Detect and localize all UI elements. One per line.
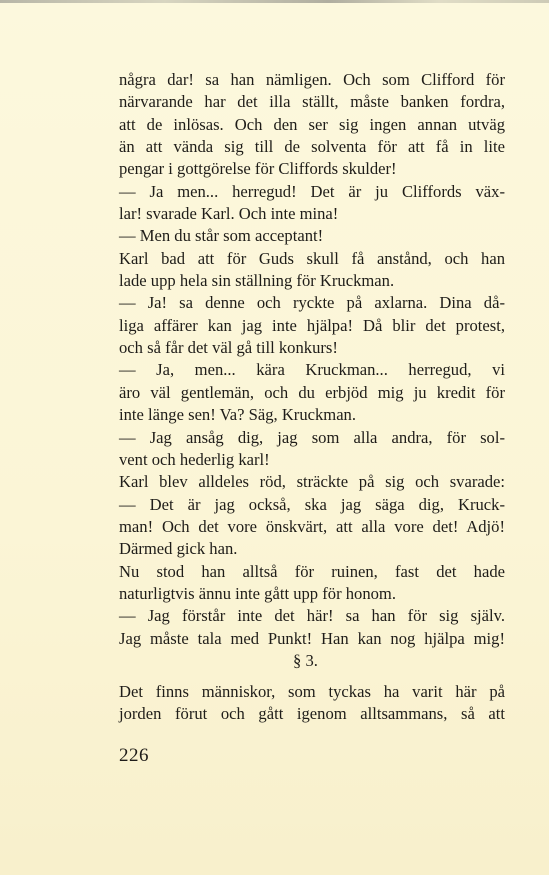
text-line: — Men du står som acceptant!	[119, 226, 324, 246]
text-line: inte länge sen! Va? Säg, Kruckman.	[119, 405, 357, 425]
text-line: Karl bad att för Guds skull få anstånd, och han	[119, 248, 505, 268]
text-line: Nu stod han alltså för ruinen, fast det hade	[119, 561, 505, 581]
section-text	[119, 681, 505, 726]
text-line: vent och hederlig karl!	[119, 449, 270, 469]
text-line: några dar! sa han nämligen. Och som Clifford för	[119, 70, 505, 89]
text-line: naturligtvis ännu inte gått upp för honom.	[119, 583, 396, 603]
text-line: och så får det väl gå till konkurs!	[119, 338, 338, 358]
text-line: än att vända sig till de solventa för att få in lite	[119, 137, 505, 157]
text-line: Det finns människor, som tyckas ha varit här på	[119, 682, 505, 701]
text-line: — Ja! sa denne och ryckte på axlarna. Dina då-	[119, 293, 505, 313]
section-heading: § 3.	[293, 651, 318, 670]
text-line: — Jag ansåg dig, jag som alla andra, för sol-	[119, 427, 505, 447]
text-line: — Jag förstår inte det här! sa han för sig själv.	[119, 606, 505, 626]
text-line: pengar i gottgörelse för Cliffords skulder!	[119, 159, 397, 179]
text-line: jorden förut och gått igenom alltsammans, så att	[119, 704, 505, 724]
body-text	[119, 69, 505, 650]
text-line: lade upp hela sin ställning för Kruckman.	[119, 271, 395, 291]
text-line: närvarande har det illa ställt, måste banken fordra,	[119, 92, 505, 112]
page-number: 226	[119, 745, 149, 766]
text-line: Därmed gick han.	[119, 539, 238, 559]
text-line: liga affärer kan jag inte hjälpa! Då blir det protest,	[119, 315, 505, 335]
text-line: Jag måste tala med Punkt! Han kan nog hjälpa mig!	[119, 628, 505, 648]
text-line: — Ja men... herregud! Det är ju Cliffords väx-	[119, 181, 505, 201]
text-line: Karl blev alldeles röd, sträckte på sig och svarade:	[119, 472, 505, 492]
page-top-edge	[0, 0, 549, 3]
text-line: äro väl gentlemän, och du erbjöd mig ju kredit för	[119, 382, 505, 402]
text-line: — Det är jag också, ska jag säga dig, Kruck-	[119, 494, 505, 514]
text-line: man! Och det vore önskvärt, att alla vore det! Adjö!	[119, 516, 505, 536]
text-line: att de inlösas. Och den ser sig ingen annan utväg	[119, 114, 505, 134]
text-line: — Ja, men... kära Kruckman... herregud, vi	[119, 360, 505, 380]
text-line: lar! svarade Karl. Och inte mina!	[119, 204, 339, 224]
